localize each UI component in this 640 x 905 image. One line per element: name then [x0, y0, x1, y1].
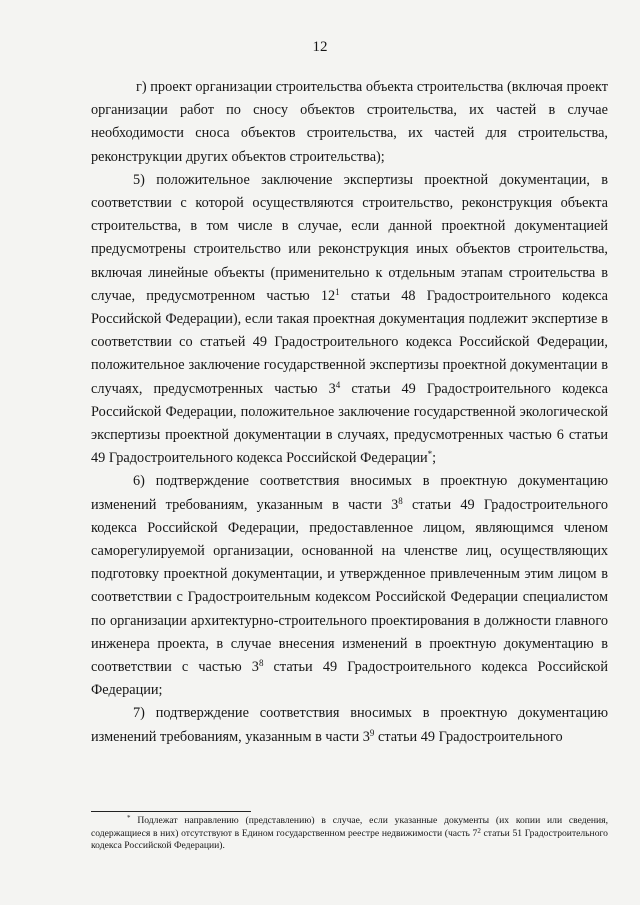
footnote-marker: *: [427, 449, 433, 460]
superscript: 2: [477, 826, 481, 835]
footnote: * Подлежат направлению (представлению) в случае, если указанные документы (их копии или сведения, содержащиеся в них) отсутствуют в Едином государственном реестре недвижимости (часть $7^2$ статьи 51 Градостроительного кодекса Российской Федерации).: [91, 814, 608, 852]
paragraph-g: г) проект организации строительства объекта строительства (включая проект организации работ по сносу объектов строительства, их частей в случае необходимости сноса объектов строительства, их частей для строительства, реконструкции других объектов строительства);: [91, 79, 608, 165]
superscript: 8: [258, 658, 264, 669]
page-number: 12: [312, 39, 328, 55]
superscript: 8: [398, 495, 403, 506]
footnote-divider: [91, 811, 251, 812]
document-body: [91, 76, 608, 749]
paragraph-5: 5) положительное заключение экспертизы проектной документации, в соответствии с которой осуществляются строительство, реконструкция объекта строительства, в том числе в случае, если данной проектной документацией предусмотрены строительство или реконструкция иных объектов строительства, включая линейные объекты (применительно к отдельным этапам строительства в случае, предусмотренном частью $12^1$ статьи 48 Градостроительного кодекса Российской Федерации), если такая проектная документация подлежит экспертизе в соответствии со статьей 49 Градостроительного кодекса Российской Федерации, положительное заключение государственной экспертизы проектной документации в случаях, предусмотренных частью $3^4$ статьи 49 Градостроительного кодекса Российской Федерации, положительное заключение государственной экологической экспертизы проектной документации в случаях, предусмотренных частью 6 статьи 49 Градостроительного кодекса Российской Федерации*;: [91, 171, 608, 467]
superscript: 1: [335, 286, 340, 297]
paragraph-7: 7) подтверждение соответствия вносимых в проектную документацию изменений требованиям, указанным в части $3^9$ статьи 49 Градостроительного: [91, 705, 608, 745]
superscript: 9: [369, 727, 375, 738]
paragraph-6: 6) подтверждение соответствия вносимых в проектную документацию изменений требованиям, указанным в части $3^8$ статьи 49 Градостроительного кодекса Российской Федерации, предоставленное лицом, являющимся членом саморегулируемой организации, основанной на членстве лиц, осуществляющих подготовку проектной документации, и утвержденное привлеченным этим лицом в соответствии с Градостроительным кодексом Российской Федерации специалистом по организации архитектурно-строительного проектирования в должности главного инженера проекта, в случае внесения изменений в проектную документацию в соответствии с частью $3^8$ статьи 49 Градостроительного кодекса Российской Федерации;: [91, 473, 608, 699]
footnote-marker: *: [127, 814, 131, 822]
superscript: 4: [335, 379, 341, 390]
